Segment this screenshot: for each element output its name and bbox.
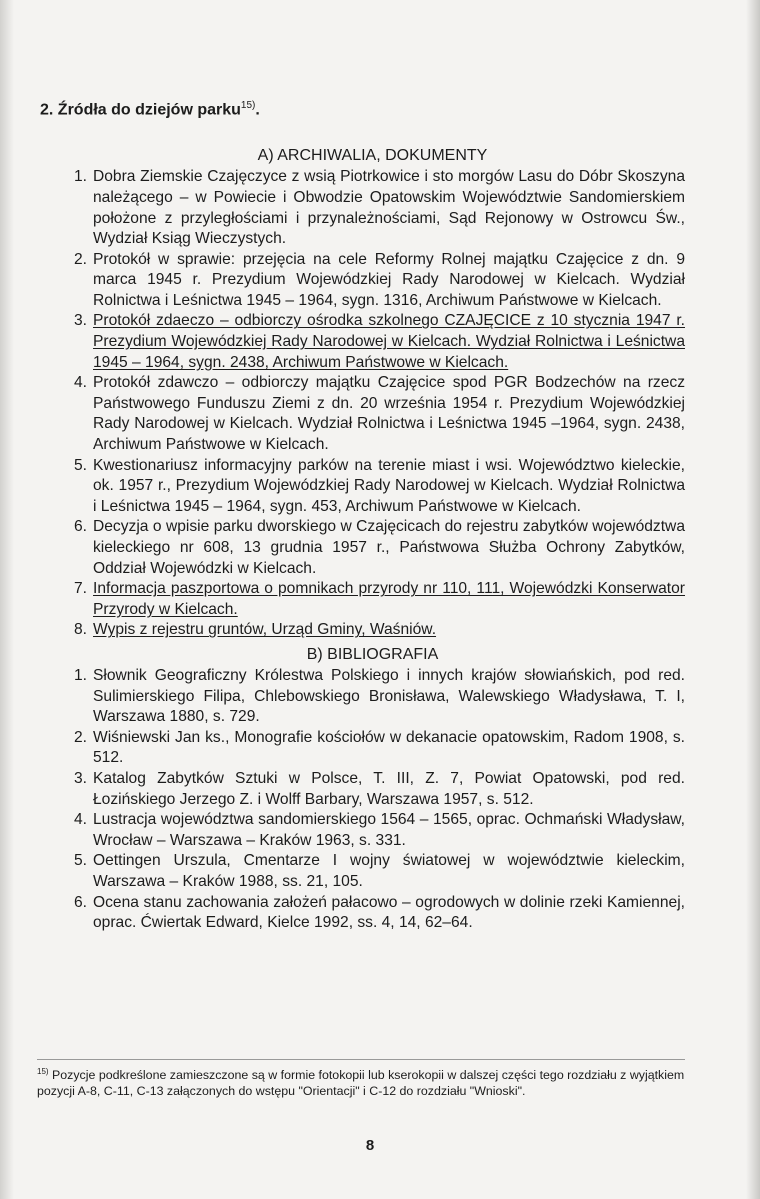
item-text: Słownik Geograficzny Królestwa Polskiego i innych krajów słowiańskich, pod red. Sulimierskiego Filipa, Chlebowskiego Bronisława, Walewskiego Władysława, T. I, Warszawa 1880, s. 729. <box>93 666 685 726</box>
document-page <box>40 100 685 934</box>
item-text: Decyzja o wpisie parku dworskiego w Czajęcicach do rejestru zabytków województwa kieleckiego nr 608, 13 grudnia 1957 r., Państwowa Służba Ochrony Zabytków, Oddział Wojewódzki w Kielcach. <box>93 518 685 577</box>
footnote-ref: 15) <box>240 100 256 111</box>
footnote-text: Pozycje podkreślone zamieszczone są w formie fotokopii lub kserokopii w dalszej części tego rozdziału z wyjątkiem pozycji A-8, C-11, C-13 załączonych do wstępu "Orientacji" i C-12 do rozdziału "Wnioski". <box>37 1068 685 1098</box>
section-a-title: A) ARCHIWALIA, DOKUMENTY <box>257 147 488 165</box>
list-item <box>40 620 685 641</box>
list-item <box>40 666 685 728</box>
item-number: 5. <box>74 456 88 474</box>
item-text: Protokół zdawczo – odbiorczy majątku Czajęcice spod PGR Bodzechów na rzecz Państwowego Funduszu Ziemi z dn. 20 września 1954 r. Prezydium Wojewódzkiej Rady Narodowej w Kielcach. Wydział Rolnictwa i Leśnictwa 1945 –1964, sygn. 2438, Archiwum Państwowe w Kielcach. <box>93 374 685 454</box>
section-heading <box>40 100 685 119</box>
item-number: 2. <box>74 728 88 746</box>
item-number: 5. <box>74 852 88 870</box>
item-text: Lustracja województwa sandomierskiego 1564 – 1565, oprac. Ochmański Władysław, Wrocław – Warszawa – Kraków 1963, s. 331. <box>93 811 685 849</box>
list-item <box>40 810 685 851</box>
heading-tail: . <box>255 101 260 119</box>
item-text: Dobra Ziemskie Czajęczyce z wsią Piotrkowice i sto morgów Lasu do Dóbr Skoszyna należącego – w Powiecie i Obwodzie Opatowskim Województwie Sandomierskiem położone z przyległościami i przynależnościami, Sąd Rejonowy w Ostrowcu Św., Wydział Ksiąg Wieczystych. <box>93 168 685 248</box>
item-text: Protokół zdaeczo – odbiorczy ośrodka szkolnego CZAJĘCICE z 10 stycznia 1947 r. Prezydium Wojewódzkiej Rady Narodowej w Kielcach. Wydział Rolnictwa i Leśnictwa 1945 – 1964, sygn. 2438, Archiwum Państwowe w Kielcach. <box>93 312 685 371</box>
item-text: Katalog Zabytków Sztuki w Polsce, T. III, Z. 7, Powiat Opatowski, pod red. Łozińskiego Jerzego Z. i Wolff Barbary, Warszawa 1957, s. 512. <box>93 769 685 808</box>
list-item <box>40 893 685 934</box>
archives-list <box>40 167 685 641</box>
item-number: 1. <box>74 168 88 186</box>
item-number: 6. <box>74 518 88 536</box>
item-text: Wiśniewski Jan ks., Monografie kościołów w dekanacie opatowskim, Radom 1908, s. 512. <box>93 728 685 767</box>
item-text: Wypis z rejestru gruntów, Urząd Gminy, Waśniów. <box>93 621 437 639</box>
item-number: 7. <box>74 580 88 598</box>
item-number: 4. <box>74 374 88 392</box>
item-number: 2. <box>74 250 88 268</box>
section-b-title: B) BIBLIOGRAFIA <box>306 645 439 663</box>
item-number: 3. <box>74 312 88 330</box>
item-text: Informacja paszportowa o pomnikach przyrody nr 110, 111, Wojewódzki Konserwator Przyrody w Kielcach. <box>93 580 685 618</box>
page-edge-right <box>746 0 760 1199</box>
footnote <box>37 1064 689 1099</box>
list-item <box>40 769 685 810</box>
item-number: 6. <box>74 893 88 911</box>
list-item <box>40 167 685 249</box>
item-number: 8. <box>74 621 88 639</box>
list-item <box>40 311 685 373</box>
page-number: 8 <box>365 1137 375 1154</box>
heading-text: 2. Źródła do dziejów parku <box>40 101 241 119</box>
list-item <box>40 517 685 579</box>
item-text: Ocena stanu zachowania założeń pałacowo – ogrodowych w dolinie rzeki Kamiennej, oprac. Ćwiertak Edward, Kielce 1992, ss. 4, 14, 62–64. <box>93 893 685 932</box>
item-number: 3. <box>74 769 88 787</box>
list-item <box>40 579 685 620</box>
footnote-marker: 15) <box>37 1067 49 1076</box>
item-text: Kwestionariusz informacyjny parków na terenie miast i wsi. Województwo kieleckie, ok. 1957 r., Prezydium Wojewódzkiej Rady Narodowej w Kielcach. Wydział Rolnictwa i Leśnictwa 1945 – 1964, sygn. 453, Archiwum Państwowe w Kielcach. <box>93 456 685 515</box>
footnote-divider <box>37 1059 685 1060</box>
list-item <box>40 250 685 312</box>
list-item <box>40 851 685 892</box>
item-text: Oettingen Urszula, Cmentarze I wojny światowej w województwie kieleckim, Warszawa – Kraków 1988, ss. 21, 105. <box>93 852 685 890</box>
list-item <box>40 456 685 518</box>
item-number: 1. <box>74 666 88 684</box>
list-item <box>40 373 685 455</box>
item-number: 4. <box>74 811 88 829</box>
item-text: Protokół w sprawie: przejęcia na cele Reformy Rolnej majątku Czajęcice z dn. 9 marca 1945 r. Prezydium Wojewódzkiej Rady Narodowej w Kielcach. Wydział Rolnictwa i Leśnictwa 1945 – 1964, sygn. 1316, Archiwum Państwowe w Kielcach. <box>93 250 685 309</box>
list-item <box>40 728 685 769</box>
bibliography-list <box>40 666 685 934</box>
page-edge-left <box>0 0 14 1199</box>
